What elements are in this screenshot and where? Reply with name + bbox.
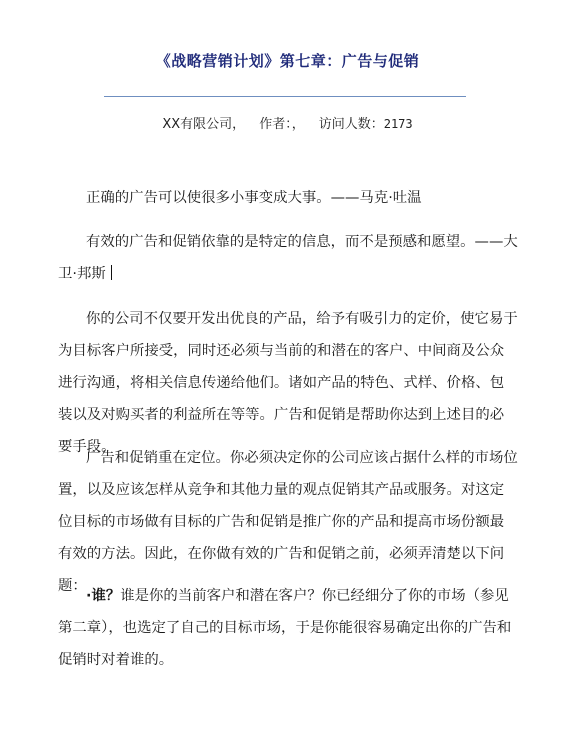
bullet-lead: ·谁？ [86,588,121,604]
bullet-paragraph-who [58,580,518,676]
meta-company: XX有限公司， [162,117,246,132]
meta-visitors-count: 2173 [383,117,413,131]
paragraph-text: 谁是你的当前客户和潜在客户？你已经细分了你的市场（参见第二章），也选定了自己的目标市场，于是你能很容易确定出你的广告和促销时对着谁的。 [58,588,512,668]
meta-visitors-label: 访问人数： [318,117,384,132]
document-title: 《战略营销计划》第七章：广告与促销 [155,52,420,70]
text-cursor [111,265,112,280]
quote-text: 有效的广告和促销依靠的是特定的信息，而不是预感和愿望。——大卫·邦斯 [58,234,518,282]
quote-paragraph-1 [58,182,518,214]
quote-paragraph-2 [58,226,518,290]
document-meta [0,113,575,132]
quote-text: 正确的广告可以使很多小事变成大事。——马克·吐温 [86,190,422,206]
title-divider [104,96,466,97]
body-paragraph-2 [58,442,518,602]
meta-author: 作者：， [259,117,305,132]
paragraph-text: 你的公司不仅要开发出优良的产品，给予有吸引力的定价，使它易于为目标客户所接受，同时还必须与当前的和潜在的客户、中间商及公众进行沟通，将相关信息传递给他们。诸如产品的特色、式样、价格、包装以及对购买者的利益所在等等。广告和促销是帮助你达到上述目的必要手段。 [58,311,518,455]
paragraph-text: 广告和促销重在定位。你必须决定你的公司应该占据什么样的市场位置，以及应该怎样从竞争和其他力量的观点促销其产品或服务。对这定位目标的市场做有目标的广告和促销是推广你的产品和提高市场份额最有效的方法。因此，在你做有效的广告和促销之前，必须弄清楚以下问题： [58,450,518,594]
body-paragraph-1 [58,303,518,463]
